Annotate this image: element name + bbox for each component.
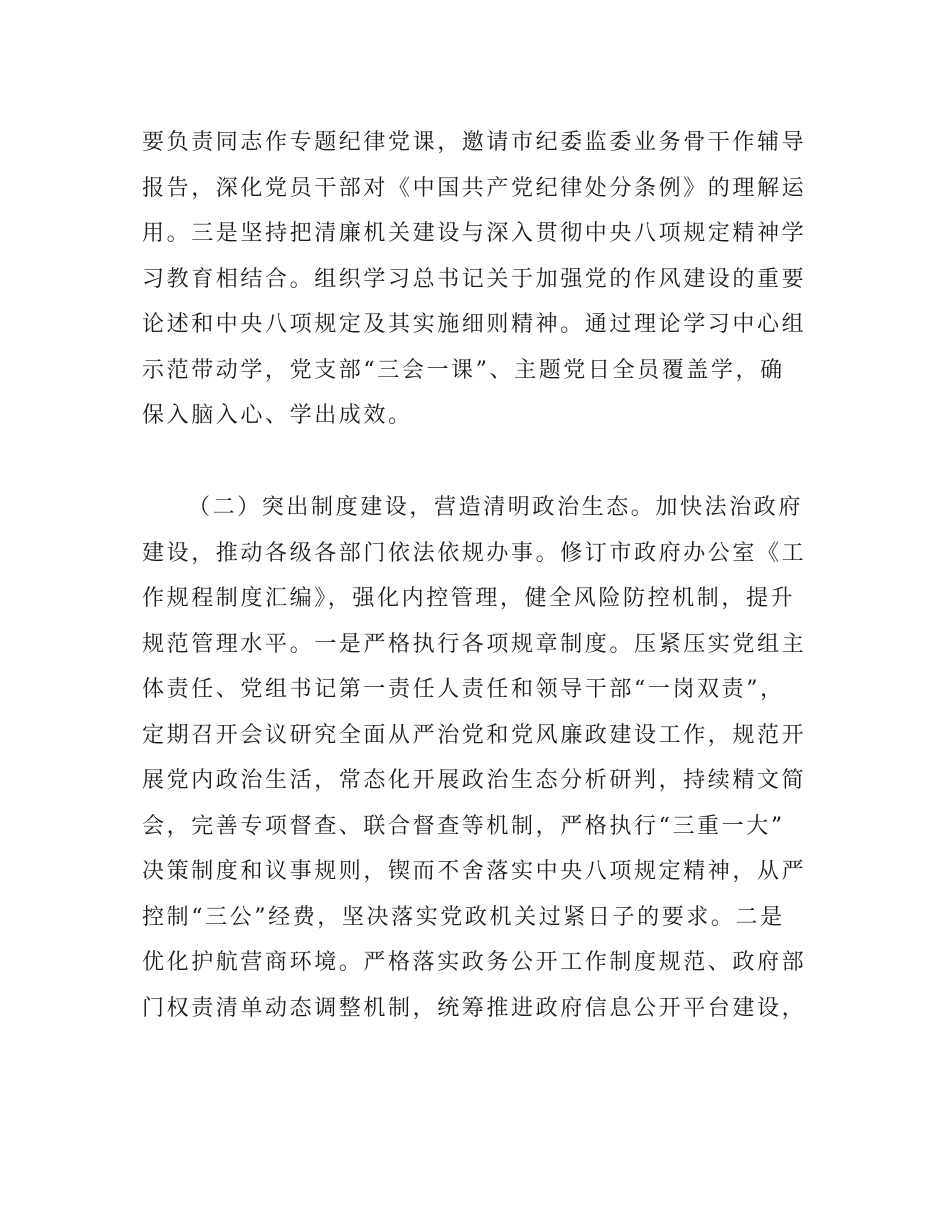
- paragraph-line: 报告，深化党员干部对《中国共产党纪律处分条例》的理解运: [142, 175, 807, 201]
- paragraph-line: 要负责同志作专题纪律党课，邀请市纪委监委业务骨干作辅导: [142, 130, 807, 155]
- paragraph-line: 保入脑入心、学出成效。: [142, 403, 413, 428]
- paragraph-line: 规范管理水平。一是严格执行各项规章制度。压紧压实党组主: [142, 631, 807, 657]
- paragraph-line: 习教育相结合。组织学习总书记关于加强党的作风建设的重要: [142, 266, 807, 292]
- paragraph-line: 门权责清单动态调整机制，统筹推进政府信息公开平台建设，: [142, 995, 807, 1021]
- paragraph-line: 优化护航营商环境。严格落实政务公开工作制度规范、政府部: [142, 950, 807, 975]
- paragraph-line: 决策制度和议事规则，锲而不舍落实中央八项规定精神，从严: [142, 859, 807, 884]
- paragraph-heading-line: （二）突出制度建设，营造清明政治生态。加快法治政府: [188, 495, 804, 520]
- paragraph-line: 建设，推动各级各部门依法依规办事。修订市政府办公室《工: [142, 540, 807, 566]
- paragraph-line: 体责任、党组书记第一责任人责任和领导干部“一岗双责”，: [142, 677, 785, 702]
- paragraph-line: 论述和中央八项规定及其实施细则精神。通过理论学习中心组: [142, 312, 807, 337]
- paragraph-line: 定期召开会议研究全面从严治党和党风廉政建设工作，规范开: [142, 722, 807, 748]
- paragraph-2: [142, 485, 812, 1031]
- paragraph-line: 会，完善专项督查、联合督查等机制，严格执行“三重一大”: [142, 813, 785, 839]
- paragraph-1: [142, 120, 812, 439]
- paragraph-line: 用。三是坚持把清廉机关建设与深入贯彻中央八项规定精神学: [142, 221, 807, 246]
- paragraph-line: 控制“三公”经费，坚决落实党政机关过紧日子的要求。二是: [142, 904, 785, 930]
- paragraph-line: 展党内政治生活，常态化开展政治生态分析研判，持续精文简: [142, 768, 807, 793]
- paragraph-line: 示范带动学，党支部“三会一课”、主题党日全员覆盖学，确: [142, 357, 785, 383]
- paragraph-line: 作规程制度汇编》，强化内控管理，健全风险防控机制，提升: [142, 586, 796, 611]
